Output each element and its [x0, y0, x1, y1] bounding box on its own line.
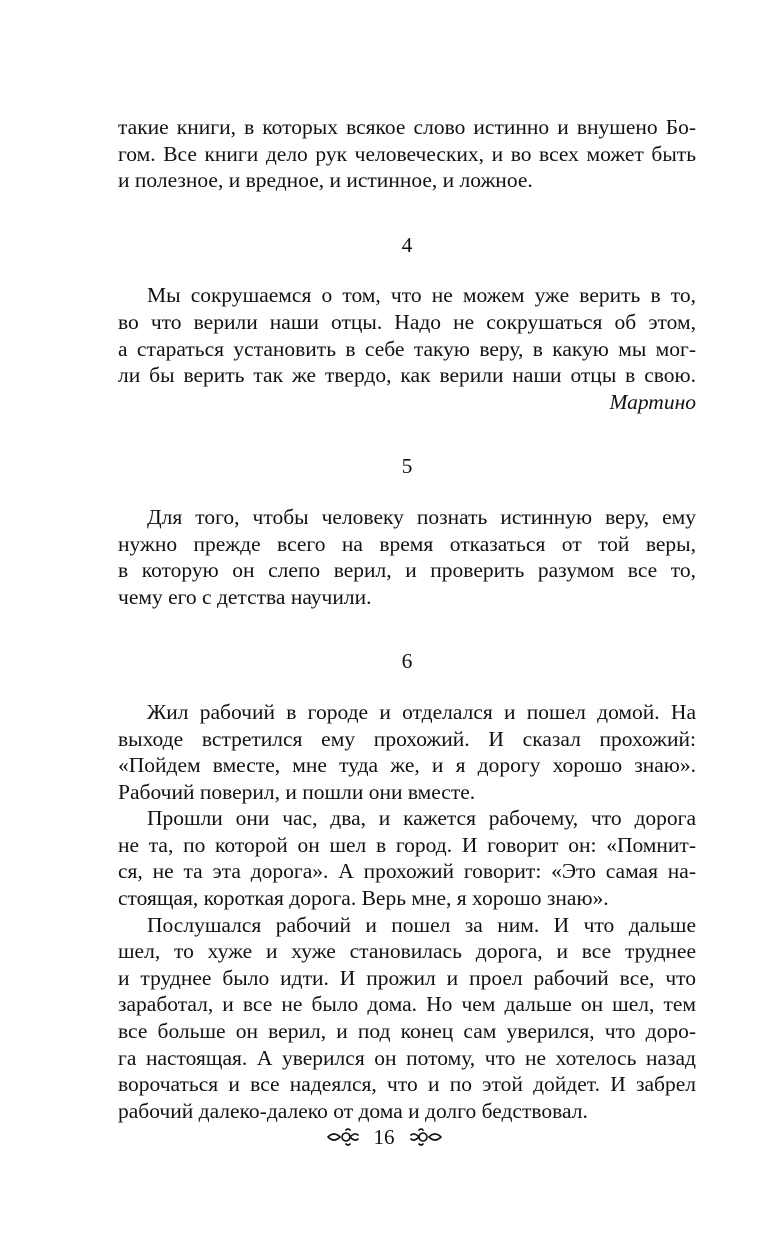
text-line: чему его с детства научили. — [118, 584, 372, 609]
text-line: ся, не та эта дорога». А прохожий говорит: «Это самая на- — [118, 859, 696, 884]
text-line: Мы сокрушаемся о том, что не можем уже верить в то, — [147, 283, 696, 308]
text-line: во что верили наши отцы. Надо не сокрушаться об этом, — [118, 309, 696, 334]
section-6-paragraph-1 — [118, 699, 696, 805]
section-4-paragraph — [118, 282, 696, 388]
section-5-paragraph — [118, 504, 696, 610]
section-number-5: 5 — [401, 454, 413, 479]
author-attribution: Мартино — [609, 389, 696, 414]
text-line: рабочий далеко-далеко от дома и долго бедствовал. — [118, 1098, 588, 1123]
text-line: выходе встретился ему прохожий. И сказал прохожий: — [118, 726, 696, 751]
text-line: и полезное, и вредное, и истинное, и ложное. — [118, 168, 533, 193]
page-number: 16 — [373, 1125, 395, 1149]
text-line: шел, то хуже и хуже становилась дорога, и все труднее — [118, 939, 696, 964]
text-line: гом. Все книги дело рук человеческих, и во всех может быть — [118, 141, 696, 166]
text-line: Жил рабочий в городе и отделался и пошел домой. На — [147, 699, 696, 724]
text-line: стоящая, короткая дорога. Верь мне, я хорошо знаю». — [118, 886, 609, 911]
text-line: все больше он верил, и под конец сам уверился, что доро- — [118, 1019, 696, 1044]
text-line: ли бы верить так же твердо, как верили наши отцы в свою. — [118, 363, 696, 388]
page-body — [118, 114, 696, 1124]
text-line: ворочаться и все надеялся, что и по этой дойдет. И забрел — [118, 1072, 696, 1097]
intro-paragraph — [118, 114, 696, 194]
page-footer — [0, 1124, 768, 1150]
section-6-paragraph-3 — [118, 912, 696, 1125]
section-number-6: 6 — [401, 649, 413, 674]
text-line: в которую он слепо верил, и проверить разумом все то, — [118, 558, 696, 583]
text-line: Рабочий поверил, и пошли они вместе. — [118, 779, 476, 804]
text-line: а стараться установить в себе такую веру, в какую мы мог- — [118, 336, 696, 361]
section-6-paragraph-2 — [118, 805, 696, 911]
text-line: нужно прежде всего на время отказаться от той веры, — [118, 531, 696, 556]
text-line: «Пойдем вместе, мне туда же, и я дорогу хорошо знаю». — [118, 753, 696, 778]
text-line: заработал, и все не было дома. Но чем дальше он шел, тем — [118, 992, 696, 1017]
text-line: не та, по которой он шел в город. И говорит он: «Помнит- — [118, 832, 696, 857]
text-line: Послушался рабочий и пошел за ним. И что дальше — [147, 912, 696, 937]
section-number-4: 4 — [401, 232, 413, 257]
text-line: га настоящая. А уверился он потому, что не хотелось назад — [118, 1045, 696, 1070]
flourish-ornament-icon — [409, 1127, 443, 1147]
text-line: такие книги, в которых всякое слово истинно и внушено Бо- — [118, 115, 696, 139]
text-line: Прошли они час, два, и кажется рабочему, что дорога — [147, 806, 696, 831]
flourish-ornament-icon — [326, 1127, 360, 1147]
text-line: Для того, чтобы человеку познать истинную веру, ему — [147, 504, 696, 529]
text-line: и труднее было идти. И прожил и проел рабочий все, что — [118, 965, 696, 990]
